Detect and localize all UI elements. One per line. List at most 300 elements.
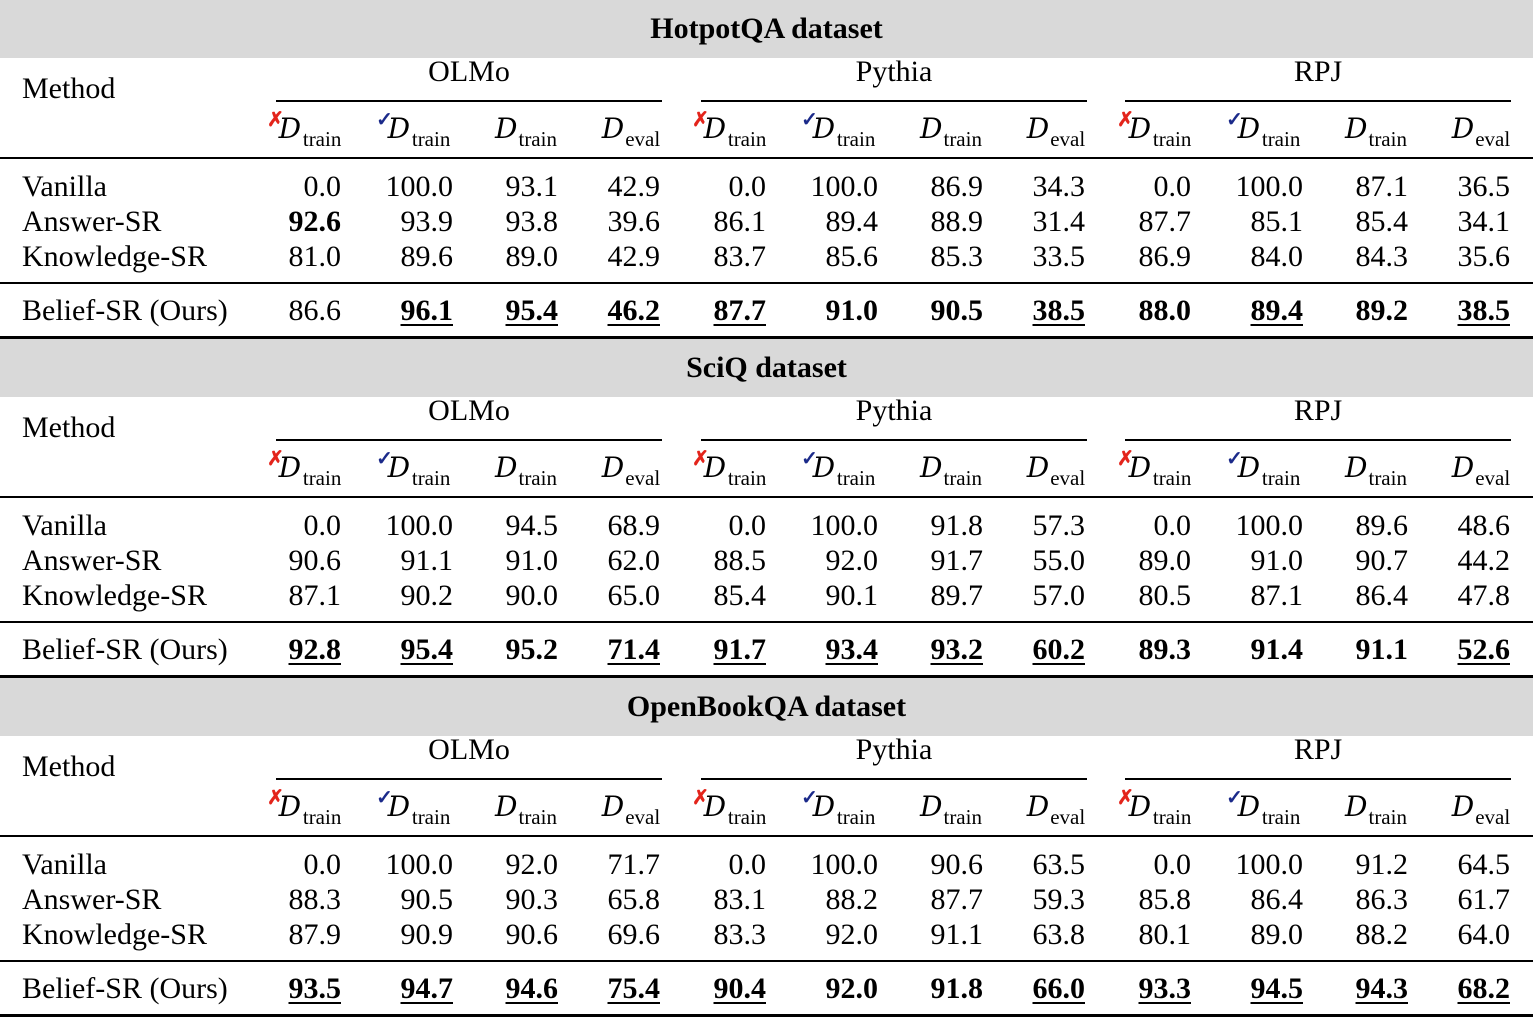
table-cell [478,883,558,917]
table-row [0,170,1533,205]
table-cell [580,633,660,667]
column-base-symbol: D [278,112,302,145]
column-subscript: eval [1475,127,1511,151]
method-header: Method [22,72,116,105]
table-cell [798,972,878,1006]
cell-value: 34.3 [1032,170,1085,203]
table-cell [1430,972,1510,1006]
model-group-rule [701,778,1087,780]
method-name: Knowledge-SR [22,579,207,612]
cell-value: 100.0 [1235,170,1303,203]
column-base-symbol: D [812,451,836,484]
cell-value: 65.0 [607,579,660,612]
cell-value: 57.0 [1032,579,1085,612]
cross-mark-icon: ✗ [1117,787,1134,809]
table-cell [1111,848,1191,882]
column-subscript: train [943,127,982,151]
table-row [0,205,1533,240]
check-mark-icon: ✓ [1226,448,1243,470]
column-base-symbol: D [1237,451,1261,484]
cell-value: 60.2 [1032,633,1085,666]
cell-value: 100.0 [1235,848,1303,881]
column-header [789,109,899,151]
table-cell [580,544,660,578]
column-header [364,448,474,490]
table-cell [798,848,878,882]
table-cell [478,633,558,667]
column-base-symbol: D [1451,790,1475,823]
table-cell [1223,544,1303,578]
column-subscript: eval [625,466,661,490]
cell-value: 31.4 [1032,205,1085,238]
cell-value: 100.0 [810,509,878,542]
cell-value: 48.6 [1457,509,1510,542]
table-cell [1328,918,1408,952]
table-cell [478,170,558,204]
check-mark-icon: ✓ [801,448,818,470]
table-cell [1430,918,1510,952]
cell-value: 68.9 [607,509,660,542]
column-base-symbol: D [812,790,836,823]
column-header [896,112,1006,151]
column-subscript: train [727,805,767,829]
table-cell [798,883,878,917]
column-header [364,109,474,151]
cell-value: 63.5 [1032,848,1085,881]
model-header-olmo: OLMo [428,55,510,88]
cell-value: 92.0 [825,918,878,951]
table-cell [686,544,766,578]
cell-value: 92.0 [825,972,878,1005]
cell-value: 46.2 [607,294,660,327]
cell-value: 87.7 [1138,205,1191,238]
table-cell [1223,633,1303,667]
table-cell [1328,205,1408,239]
column-header [255,448,365,490]
table-cell [1328,294,1408,328]
cell-value: 100.0 [385,170,453,203]
table-cell [580,205,660,239]
column-header [471,451,581,490]
column-header [471,790,581,829]
cell-value: 90.1 [825,579,878,612]
table-cell [580,170,660,204]
cell-value: 90.0 [505,579,558,612]
table-cell [903,240,983,274]
column-header [364,787,474,829]
column-header [1105,448,1215,490]
cell-value: 94.7 [400,972,453,1005]
cell-value: 0.0 [728,848,766,881]
table-cell [1223,848,1303,882]
column-subscript: train [1261,805,1301,829]
table-cell [1005,883,1085,917]
cross-mark-icon: ✗ [267,787,284,809]
table-cell [1223,509,1303,543]
table-cell [1328,509,1408,543]
cell-value: 90.5 [400,883,453,916]
column-subscript: train [727,127,767,151]
column-subscript: train [836,805,876,829]
check-mark-icon: ✓ [1226,109,1243,131]
column-subscript: eval [625,805,661,829]
table-cell [798,633,878,667]
cell-value: 91.2 [1355,848,1408,881]
cell-value: 87.1 [1250,579,1303,612]
table-cell [478,205,558,239]
method-name: Belief-SR (Ours) [22,633,228,666]
method-name: Answer-SR [22,883,162,916]
table-cell [798,544,878,578]
table-cell [1111,509,1191,543]
table-row [0,294,1533,329]
table-cell [798,579,878,613]
column-header [1426,112,1533,151]
cell-value: 88.9 [930,205,983,238]
cell-value: 91.1 [1355,633,1408,666]
cell-value: 92.0 [505,848,558,881]
cell-value: 38.5 [1032,294,1085,327]
table-cell [686,579,766,613]
column-base-symbol: D [387,112,411,145]
table-cell [686,972,766,1006]
cell-value: 90.9 [400,918,453,951]
check-mark-icon: ✓ [376,109,393,131]
dataset-title: SciQ dataset [686,351,847,384]
cell-value: 91.7 [713,633,766,666]
table-cell [261,544,341,578]
cell-value: 91.4 [1250,633,1303,666]
column-header [680,109,790,151]
table-cell [903,848,983,882]
cell-value: 90.7 [1355,544,1408,577]
table-cell [1005,848,1085,882]
table-cell [1223,918,1303,952]
model-header-rpj: RPJ [1293,55,1343,88]
table-cell [1223,294,1303,328]
cell-value: 92.6 [288,205,341,238]
table-cell [686,633,766,667]
table-cell [261,294,341,328]
column-subscript: train [943,805,982,829]
table-cell [1328,972,1408,1006]
column-header [896,790,1006,829]
table-cell [1223,205,1303,239]
table-cell [903,579,983,613]
cell-value: 65.8 [607,883,660,916]
check-mark-icon: ✓ [801,109,818,131]
cell-value: 100.0 [385,509,453,542]
table-cell [1430,509,1510,543]
cell-value: 89.2 [1355,294,1408,327]
header-rule [0,496,1533,498]
table-cell [580,972,660,1006]
table-cell [1430,848,1510,882]
column-base-symbol: D [703,451,727,484]
column-header [680,787,790,829]
cell-value: 71.4 [607,633,660,666]
table-cell [478,579,558,613]
model-group-rule [701,100,1087,102]
table-cell [1328,633,1408,667]
table-cell [1430,205,1510,239]
cell-value: 89.7 [930,579,983,612]
cell-value: 90.6 [505,918,558,951]
table-cell [1328,240,1408,274]
table-cell [1005,509,1085,543]
cell-value: 0.0 [1153,509,1191,542]
table-cell [798,170,878,204]
cell-value: 42.9 [607,240,660,273]
cell-value: 87.7 [713,294,766,327]
model-group-rule [276,439,662,441]
table-cell [1005,579,1085,613]
column-base-symbol: D [703,112,727,145]
cell-value: 83.3 [713,918,766,951]
table-row [0,633,1533,668]
column-base-symbol: D [812,112,836,145]
column-subscript: eval [1475,805,1511,829]
table-cell [798,205,878,239]
table-cell [261,633,341,667]
column-subscript: eval [625,127,661,151]
block-bottom-rule [0,1014,1533,1017]
table-cell [373,509,453,543]
table-cell [903,883,983,917]
cross-mark-icon: ✗ [267,448,284,470]
cell-value: 38.5 [1457,294,1510,327]
column-subscript: train [1152,805,1192,829]
dataset-title: HotpotQA dataset [650,12,883,45]
column-header [576,112,686,151]
cell-value: 83.7 [713,240,766,273]
column-base-symbol: D [601,112,625,145]
column-subscript: train [518,805,557,829]
cell-value: 0.0 [303,509,341,542]
cell-value: 100.0 [1235,509,1303,542]
cell-value: 89.6 [1355,509,1408,542]
table-cell [373,240,453,274]
table-cell [686,294,766,328]
column-base-symbol: D [1237,112,1261,145]
column-header [1426,790,1533,829]
cell-value: 86.6 [288,294,341,327]
column-base-symbol: D [1345,451,1368,484]
cell-value: 47.8 [1457,579,1510,612]
table-cell [1111,240,1191,274]
table-cell [686,240,766,274]
table-cell [1005,170,1085,204]
cell-value: 61.7 [1457,883,1510,916]
table-cell [373,972,453,1006]
cell-value: 86.3 [1355,883,1408,916]
column-subscript: train [302,805,342,829]
cell-value: 86.9 [930,170,983,203]
check-mark-icon: ✓ [376,448,393,470]
table-cell [580,883,660,917]
column-base-symbol: D [278,451,302,484]
midrule [0,621,1533,623]
column-subscript: eval [1475,466,1511,490]
cell-value: 88.5 [713,544,766,577]
cell-value: 91.0 [825,294,878,327]
cell-value: 68.2 [1457,972,1510,1005]
cross-mark-icon: ✗ [692,109,709,131]
column-header [576,451,686,490]
cell-value: 86.4 [1355,579,1408,612]
table-cell [903,509,983,543]
table-cell [1111,972,1191,1006]
table-row [0,544,1533,579]
table-cell [1111,579,1191,613]
table-cell [1111,883,1191,917]
column-base-symbol: D [703,790,727,823]
cell-value: 90.6 [288,544,341,577]
table-cell [903,633,983,667]
column-base-symbol: D [601,790,625,823]
model-group-rule [1125,778,1511,780]
column-subscript: train [1152,466,1192,490]
cell-value: 84.0 [1250,240,1303,273]
column-base-symbol: D [495,112,518,145]
table-cell [261,170,341,204]
midrule [0,960,1533,962]
table-cell [1005,205,1085,239]
column-header [1426,451,1533,490]
cell-value: 42.9 [607,170,660,203]
cell-value: 39.6 [607,205,660,238]
column-subscript: train [411,466,451,490]
table-cell [1223,883,1303,917]
table-cell [261,918,341,952]
cell-value: 85.1 [1250,205,1303,238]
cell-value: 36.5 [1457,170,1510,203]
cell-value: 0.0 [728,170,766,203]
column-header [680,448,790,490]
table-cell [903,205,983,239]
table-cell [1005,633,1085,667]
column-subscript: train [1152,127,1192,151]
table-cell [373,544,453,578]
cell-value: 87.9 [288,918,341,951]
table-cell [373,205,453,239]
check-mark-icon: ✓ [1226,787,1243,809]
column-subscript: train [411,127,451,151]
table-cell [373,918,453,952]
cell-value: 85.4 [713,579,766,612]
table-cell [686,509,766,543]
column-base-symbol: D [278,790,302,823]
header-rule [0,157,1533,159]
cell-value: 62.0 [607,544,660,577]
column-base-symbol: D [1128,451,1152,484]
table-cell [798,294,878,328]
model-header-pythia: Pythia [855,394,933,427]
column-header [1105,787,1215,829]
cell-value: 85.6 [825,240,878,273]
table-cell [1328,848,1408,882]
column-subscript: train [727,466,767,490]
column-header [789,787,899,829]
column-subscript: train [302,127,342,151]
cell-value: 94.3 [1355,972,1408,1005]
cell-value: 93.4 [825,633,878,666]
table-row [0,509,1533,544]
cell-value: 91.0 [505,544,558,577]
column-subscript: train [1261,127,1301,151]
table-cell [798,509,878,543]
cell-value: 93.1 [505,170,558,203]
header-rule [0,835,1533,837]
table-cell [261,883,341,917]
column-base-symbol: D [1237,790,1261,823]
cell-value: 89.4 [1250,294,1303,327]
cell-value: 87.1 [1355,170,1408,203]
cell-value: 89.0 [1138,544,1191,577]
cell-value: 90.2 [400,579,453,612]
cross-mark-icon: ✗ [1117,448,1134,470]
table-cell [798,918,878,952]
cell-value: 100.0 [810,848,878,881]
cell-value: 90.4 [713,972,766,1005]
column-base-symbol: D [387,790,411,823]
table-cell [580,579,660,613]
table-row [0,240,1533,275]
cell-value: 0.0 [303,848,341,881]
column-base-symbol: D [495,451,518,484]
table-cell [261,205,341,239]
column-header [1321,112,1431,151]
model-header-olmo: OLMo [428,733,510,766]
column-base-symbol: D [387,451,411,484]
cell-value: 94.5 [505,509,558,542]
table-cell [478,544,558,578]
column-subscript: eval [1050,805,1086,829]
column-subscript: eval [1050,127,1086,151]
column-subscript: train [1368,805,1407,829]
cell-value: 90.3 [505,883,558,916]
model-group-rule [701,439,1087,441]
table-cell [686,848,766,882]
cell-value: 83.1 [713,883,766,916]
cell-value: 89.4 [825,205,878,238]
check-mark-icon: ✓ [376,787,393,809]
cell-value: 89.0 [505,240,558,273]
table-cell [1111,205,1191,239]
table-cell [1430,170,1510,204]
cell-value: 85.4 [1355,205,1408,238]
table-row [0,972,1533,1007]
cell-value: 85.3 [930,240,983,273]
column-subscript: train [836,127,876,151]
table-cell [1111,544,1191,578]
table-cell [261,509,341,543]
model-header-pythia: Pythia [855,55,933,88]
midrule [0,282,1533,284]
column-base-symbol: D [1026,790,1050,823]
cell-value: 94.5 [1250,972,1303,1005]
table-cell [478,294,558,328]
column-subscript: train [836,466,876,490]
table-cell [1223,170,1303,204]
cell-value: 86.1 [713,205,766,238]
table-cell [373,633,453,667]
cell-value: 93.8 [505,205,558,238]
method-name: Belief-SR (Ours) [22,294,228,327]
table-cell [478,848,558,882]
cell-value: 86.4 [1250,883,1303,916]
cell-value: 92.0 [825,544,878,577]
